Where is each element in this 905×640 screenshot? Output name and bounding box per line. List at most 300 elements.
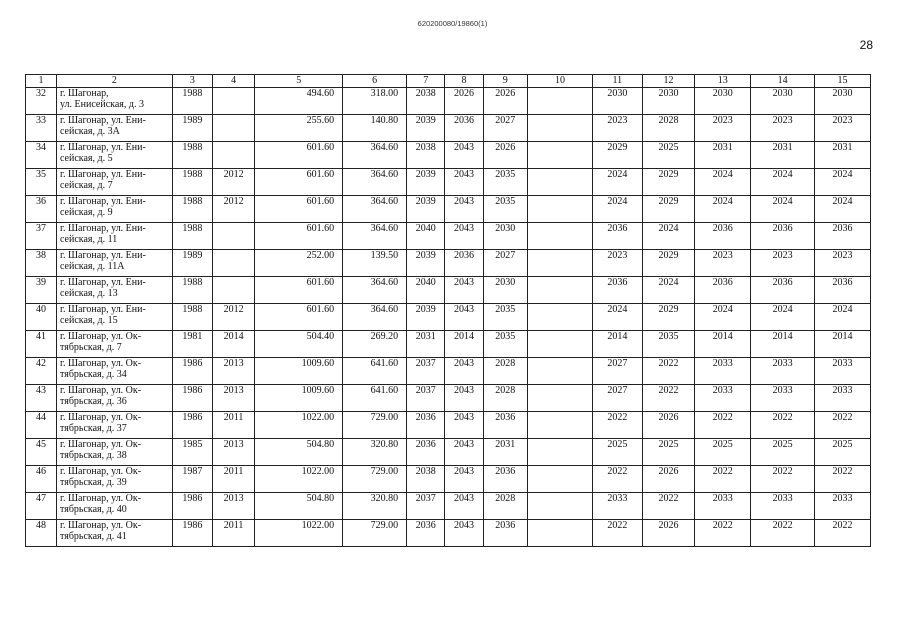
table-row <box>26 385 871 412</box>
column-8-year-cell: 2043 <box>445 358 483 385</box>
column-15-year-cell: 2022 <box>815 520 871 547</box>
address-line-2: тябрьская, д. 7 <box>59 342 122 353</box>
column-7-year-cell: 2038 <box>407 466 445 493</box>
column-header-4: 4 <box>212 75 254 88</box>
column-header-6: 6 <box>343 75 407 88</box>
address-line-2: сейская, д. 11 <box>59 234 118 245</box>
column-14-year-cell: 2022 <box>751 466 815 493</box>
address-cell <box>56 88 172 115</box>
address-cell <box>56 358 172 385</box>
column-4-cell: 2012 <box>212 196 254 223</box>
row-number: 44 <box>26 412 57 439</box>
column-11-year-cell: 2027 <box>593 385 643 412</box>
column-8-year-cell: 2043 <box>445 277 483 304</box>
address-line-2: тябрьская, д. 37 <box>59 423 127 434</box>
column-5-area-cell: 252.00 <box>255 250 343 277</box>
column-13-year-cell: 2036 <box>695 223 751 250</box>
column-9-year-cell: 2035 <box>483 304 527 331</box>
column-header-10: 10 <box>527 75 592 88</box>
address-line-2: тябрьская, д. 36 <box>59 396 127 407</box>
column-6-area-cell: 318.00 <box>343 88 407 115</box>
address-line-2: сейская, д. 13 <box>59 288 118 299</box>
column-11-year-cell: 2036 <box>593 223 643 250</box>
address-line-1: г. Шагонар, ул. Ени- <box>59 169 146 180</box>
column-13-year-cell: 2033 <box>695 358 751 385</box>
table-row <box>26 169 871 196</box>
column-5-area-cell: 504.40 <box>255 331 343 358</box>
column-7-year-cell: 2040 <box>407 223 445 250</box>
column-7-year-cell: 2039 <box>407 250 445 277</box>
column-10-cell <box>527 223 592 250</box>
column-9-year-cell: 2035 <box>483 196 527 223</box>
column-header-12: 12 <box>642 75 695 88</box>
column-14-year-cell: 2024 <box>751 169 815 196</box>
column-7-year-cell: 2040 <box>407 277 445 304</box>
column-15-year-cell: 2023 <box>815 115 871 142</box>
address-cell <box>56 520 172 547</box>
column-11-year-cell: 2024 <box>593 196 643 223</box>
column-13-year-cell: 2022 <box>695 466 751 493</box>
table-row <box>26 439 871 466</box>
column-6-area-cell: 641.60 <box>343 358 407 385</box>
row-number: 35 <box>26 169 57 196</box>
address-cell <box>56 331 172 358</box>
column-4-cell <box>212 277 254 304</box>
column-11-year-cell: 2036 <box>593 277 643 304</box>
column-11-year-cell: 2022 <box>593 466 643 493</box>
row-number: 41 <box>26 331 57 358</box>
column-7-year-cell: 2036 <box>407 520 445 547</box>
column-15-year-cell: 2024 <box>815 169 871 196</box>
column-header-1: 1 <box>26 75 57 88</box>
column-15-year-cell: 2022 <box>815 466 871 493</box>
address-cell <box>56 196 172 223</box>
address-line-1: г. Шагонар, ул. Ени- <box>59 223 146 234</box>
address-line-2: сейская, д. 9 <box>59 207 113 218</box>
address-line-1: г. Шагонар, ул. Ок- <box>59 331 142 342</box>
address-line-2: сейская, д. 5 <box>59 153 113 164</box>
column-5-area-cell: 1022.00 <box>255 412 343 439</box>
column-10-cell <box>527 250 592 277</box>
column-15-year-cell: 2036 <box>815 277 871 304</box>
column-10-cell <box>527 439 592 466</box>
construction-year-cell: 1986 <box>172 385 212 412</box>
column-10-cell <box>527 277 592 304</box>
row-number: 38 <box>26 250 57 277</box>
column-14-year-cell: 2036 <box>751 277 815 304</box>
address-cell <box>56 412 172 439</box>
column-10-cell <box>527 142 592 169</box>
column-12-year-cell: 2035 <box>642 331 695 358</box>
address-line-1: г. Шагонар, ул. Ок- <box>59 493 142 504</box>
row-number: 37 <box>26 223 57 250</box>
address-cell <box>56 277 172 304</box>
table-row <box>26 142 871 169</box>
column-12-year-cell: 2025 <box>642 439 695 466</box>
address-cell <box>56 142 172 169</box>
column-13-year-cell: 2022 <box>695 520 751 547</box>
column-10-cell <box>527 88 592 115</box>
column-15-year-cell: 2030 <box>815 88 871 115</box>
column-6-area-cell: 140.80 <box>343 115 407 142</box>
column-9-year-cell: 2028 <box>483 358 527 385</box>
column-5-area-cell: 601.60 <box>255 142 343 169</box>
column-6-area-cell: 269.20 <box>343 331 407 358</box>
table-row <box>26 196 871 223</box>
column-14-year-cell: 2036 <box>751 223 815 250</box>
column-10-cell <box>527 304 592 331</box>
column-header-2: 2 <box>56 75 172 88</box>
address-line-1: г. Шагонар, ул. Ени- <box>59 196 146 207</box>
column-5-area-cell: 504.80 <box>255 439 343 466</box>
construction-year-cell: 1986 <box>172 412 212 439</box>
column-7-year-cell: 2037 <box>407 358 445 385</box>
column-13-year-cell: 2025 <box>695 439 751 466</box>
address-cell <box>56 223 172 250</box>
column-7-year-cell: 2037 <box>407 493 445 520</box>
column-9-year-cell: 2036 <box>483 520 527 547</box>
column-4-cell: 2012 <box>212 304 254 331</box>
column-11-year-cell: 2025 <box>593 439 643 466</box>
table-row <box>26 466 871 493</box>
column-6-area-cell: 139.50 <box>343 250 407 277</box>
column-6-area-cell: 320.80 <box>343 493 407 520</box>
document-id: 620200080/19860(1) <box>417 19 488 28</box>
table-row <box>26 304 871 331</box>
column-6-area-cell: 364.60 <box>343 142 407 169</box>
address-cell <box>56 304 172 331</box>
column-7-year-cell: 2039 <box>407 169 445 196</box>
column-7-year-cell: 2039 <box>407 304 445 331</box>
column-6-area-cell: 729.00 <box>343 466 407 493</box>
column-12-year-cell: 2028 <box>642 115 695 142</box>
table-row <box>26 88 871 115</box>
column-4-cell: 2013 <box>212 358 254 385</box>
column-11-year-cell: 2014 <box>593 331 643 358</box>
column-7-year-cell: 2038 <box>407 142 445 169</box>
column-14-year-cell: 2022 <box>751 520 815 547</box>
column-5-area-cell: 1009.60 <box>255 385 343 412</box>
column-12-year-cell: 2029 <box>642 169 695 196</box>
construction-year-cell: 1988 <box>172 169 212 196</box>
column-4-cell: 2012 <box>212 169 254 196</box>
address-line-2: тябрьская, д. 39 <box>59 477 127 488</box>
column-5-area-cell: 494.60 <box>255 88 343 115</box>
address-line-2: ул. Енисейская, д. 3 <box>59 99 144 110</box>
column-8-year-cell: 2043 <box>445 223 483 250</box>
column-6-area-cell: 364.60 <box>343 223 407 250</box>
column-4-cell <box>212 88 254 115</box>
column-13-year-cell: 2031 <box>695 142 751 169</box>
column-8-year-cell: 2026 <box>445 88 483 115</box>
address-line-1: г. Шагонар, ул. Ени- <box>59 250 146 261</box>
row-number: 47 <box>26 493 57 520</box>
column-9-year-cell: 2036 <box>483 466 527 493</box>
address-cell <box>56 250 172 277</box>
column-8-year-cell: 2014 <box>445 331 483 358</box>
column-10-cell <box>527 385 592 412</box>
column-5-area-cell: 601.60 <box>255 169 343 196</box>
column-8-year-cell: 2043 <box>445 196 483 223</box>
column-8-year-cell: 2043 <box>445 493 483 520</box>
construction-year-cell: 1987 <box>172 466 212 493</box>
column-15-year-cell: 2031 <box>815 142 871 169</box>
column-15-year-cell: 2036 <box>815 223 871 250</box>
column-6-area-cell: 364.60 <box>343 169 407 196</box>
construction-year-cell: 1988 <box>172 88 212 115</box>
column-10-cell <box>527 493 592 520</box>
column-14-year-cell: 2033 <box>751 358 815 385</box>
address-line-2: сейская, д. 15 <box>59 315 118 326</box>
column-14-year-cell: 2024 <box>751 304 815 331</box>
address-line-2: сейская, д. 11А <box>59 261 125 272</box>
page-number: 28 <box>859 38 873 52</box>
column-12-year-cell: 2024 <box>642 223 695 250</box>
column-8-year-cell: 2043 <box>445 520 483 547</box>
column-9-year-cell: 2036 <box>483 412 527 439</box>
column-header-11: 11 <box>593 75 643 88</box>
column-13-year-cell: 2022 <box>695 412 751 439</box>
column-12-year-cell: 2024 <box>642 277 695 304</box>
construction-year-cell: 1988 <box>172 277 212 304</box>
column-15-year-cell: 2023 <box>815 250 871 277</box>
column-10-cell <box>527 358 592 385</box>
column-6-area-cell: 320.80 <box>343 439 407 466</box>
address-line-2: сейская, д. 7 <box>59 180 113 191</box>
column-12-year-cell: 2022 <box>642 493 695 520</box>
column-14-year-cell: 2033 <box>751 493 815 520</box>
column-15-year-cell: 2033 <box>815 358 871 385</box>
column-9-year-cell: 2028 <box>483 493 527 520</box>
construction-year-cell: 1986 <box>172 520 212 547</box>
column-14-year-cell: 2025 <box>751 439 815 466</box>
address-line-2: тябрьская, д. 34 <box>59 369 127 380</box>
row-number: 43 <box>26 385 57 412</box>
row-number: 39 <box>26 277 57 304</box>
column-9-year-cell: 2035 <box>483 331 527 358</box>
column-4-cell <box>212 142 254 169</box>
column-7-year-cell: 2038 <box>407 88 445 115</box>
column-13-year-cell: 2024 <box>695 196 751 223</box>
row-number: 46 <box>26 466 57 493</box>
row-number: 48 <box>26 520 57 547</box>
column-10-cell <box>527 169 592 196</box>
column-6-area-cell: 729.00 <box>343 520 407 547</box>
column-14-year-cell: 2033 <box>751 385 815 412</box>
column-4-cell: 2013 <box>212 385 254 412</box>
table-row <box>26 520 871 547</box>
column-13-year-cell: 2033 <box>695 493 751 520</box>
column-14-year-cell: 2023 <box>751 115 815 142</box>
column-13-year-cell: 2033 <box>695 385 751 412</box>
table-row <box>26 223 871 250</box>
column-11-year-cell: 2024 <box>593 169 643 196</box>
column-9-year-cell: 2027 <box>483 250 527 277</box>
column-12-year-cell: 2022 <box>642 385 695 412</box>
column-6-area-cell: 364.60 <box>343 277 407 304</box>
column-header-15: 15 <box>815 75 871 88</box>
column-15-year-cell: 2014 <box>815 331 871 358</box>
column-15-year-cell: 2033 <box>815 385 871 412</box>
table-row <box>26 115 871 142</box>
address-cell <box>56 493 172 520</box>
column-header-7: 7 <box>407 75 445 88</box>
construction-year-cell: 1985 <box>172 439 212 466</box>
column-8-year-cell: 2043 <box>445 439 483 466</box>
column-5-area-cell: 601.60 <box>255 304 343 331</box>
column-12-year-cell: 2022 <box>642 358 695 385</box>
column-9-year-cell: 2030 <box>483 277 527 304</box>
column-11-year-cell: 2023 <box>593 115 643 142</box>
address-line-1: г. Шагонар, ул. Ок- <box>59 412 142 423</box>
table-row <box>26 412 871 439</box>
column-9-year-cell: 2026 <box>483 88 527 115</box>
column-5-area-cell: 1022.00 <box>255 466 343 493</box>
column-4-cell: 2011 <box>212 520 254 547</box>
row-number: 32 <box>26 88 57 115</box>
column-13-year-cell: 2036 <box>695 277 751 304</box>
column-12-year-cell: 2025 <box>642 142 695 169</box>
column-15-year-cell: 2033 <box>815 493 871 520</box>
column-9-year-cell: 2027 <box>483 115 527 142</box>
column-5-area-cell: 504.80 <box>255 493 343 520</box>
column-13-year-cell: 2024 <box>695 169 751 196</box>
row-number: 36 <box>26 196 57 223</box>
address-line-1: г. Шагонар, ул. Ени- <box>59 142 146 153</box>
construction-year-cell: 1988 <box>172 223 212 250</box>
column-4-cell: 2014 <box>212 331 254 358</box>
address-line-2: тябрьская, д. 38 <box>59 450 127 461</box>
table-row <box>26 277 871 304</box>
column-13-year-cell: 2023 <box>695 250 751 277</box>
column-12-year-cell: 2026 <box>642 412 695 439</box>
column-6-area-cell: 364.60 <box>343 304 407 331</box>
address-line-2: тябрьская, д. 40 <box>59 504 127 515</box>
column-13-year-cell: 2023 <box>695 115 751 142</box>
column-11-year-cell: 2024 <box>593 304 643 331</box>
address-cell <box>56 385 172 412</box>
column-9-year-cell: 2030 <box>483 223 527 250</box>
address-line-1: г. Шагонар, <box>59 88 109 99</box>
column-8-year-cell: 2043 <box>445 142 483 169</box>
construction-year-cell: 1986 <box>172 493 212 520</box>
column-15-year-cell: 2022 <box>815 412 871 439</box>
column-8-year-cell: 2036 <box>445 115 483 142</box>
column-header-8: 8 <box>445 75 483 88</box>
construction-year-cell: 1986 <box>172 358 212 385</box>
column-header-14: 14 <box>751 75 815 88</box>
row-number: 42 <box>26 358 57 385</box>
column-10-cell <box>527 115 592 142</box>
column-12-year-cell: 2026 <box>642 520 695 547</box>
construction-year-cell: 1988 <box>172 196 212 223</box>
column-5-area-cell: 255.60 <box>255 115 343 142</box>
column-5-area-cell: 601.60 <box>255 223 343 250</box>
table-row <box>26 358 871 385</box>
table-row <box>26 331 871 358</box>
column-9-year-cell: 2026 <box>483 142 527 169</box>
column-header-9: 9 <box>483 75 527 88</box>
column-8-year-cell: 2043 <box>445 169 483 196</box>
column-10-cell <box>527 466 592 493</box>
address-line-1: г. Шагонар, ул. Ок- <box>59 520 142 531</box>
column-11-year-cell: 2030 <box>593 88 643 115</box>
column-10-cell <box>527 412 592 439</box>
column-12-year-cell: 2029 <box>642 304 695 331</box>
column-8-year-cell: 2043 <box>445 412 483 439</box>
column-10-cell <box>527 196 592 223</box>
column-11-year-cell: 2029 <box>593 142 643 169</box>
row-number: 33 <box>26 115 57 142</box>
column-8-year-cell: 2043 <box>445 304 483 331</box>
column-6-area-cell: 364.60 <box>343 196 407 223</box>
column-11-year-cell: 2022 <box>593 520 643 547</box>
housing-table <box>25 74 871 547</box>
row-number: 45 <box>26 439 57 466</box>
column-header-5: 5 <box>255 75 343 88</box>
address-line-1: г. Шагонар, ул. Ени- <box>59 277 146 288</box>
column-8-year-cell: 2043 <box>445 385 483 412</box>
column-14-year-cell: 2031 <box>751 142 815 169</box>
address-line-2: сейская, д. 3А <box>59 126 120 137</box>
column-14-year-cell: 2024 <box>751 196 815 223</box>
address-cell <box>56 115 172 142</box>
column-13-year-cell: 2030 <box>695 88 751 115</box>
column-11-year-cell: 2022 <box>593 412 643 439</box>
column-15-year-cell: 2024 <box>815 304 871 331</box>
column-7-year-cell: 2037 <box>407 385 445 412</box>
row-number: 34 <box>26 142 57 169</box>
column-4-cell <box>212 250 254 277</box>
column-10-cell <box>527 331 592 358</box>
column-11-year-cell: 2033 <box>593 493 643 520</box>
column-12-year-cell: 2030 <box>642 88 695 115</box>
column-13-year-cell: 2024 <box>695 304 751 331</box>
table-row <box>26 250 871 277</box>
column-15-year-cell: 2025 <box>815 439 871 466</box>
column-7-year-cell: 2039 <box>407 115 445 142</box>
address-line-1: г. Шагонар, ул. Ок- <box>59 385 142 396</box>
construction-year-cell: 1988 <box>172 304 212 331</box>
column-9-year-cell: 2031 <box>483 439 527 466</box>
address-line-1: г. Шагонар, ул. Ок- <box>59 439 142 450</box>
column-7-year-cell: 2036 <box>407 412 445 439</box>
construction-year-cell: 1981 <box>172 331 212 358</box>
column-6-area-cell: 641.60 <box>343 385 407 412</box>
column-6-area-cell: 729.00 <box>343 412 407 439</box>
address-line-1: г. Шагонар, ул. Ок- <box>59 466 142 477</box>
column-5-area-cell: 601.60 <box>255 277 343 304</box>
header-row <box>26 75 871 88</box>
column-4-cell <box>212 223 254 250</box>
column-5-area-cell: 1022.00 <box>255 520 343 547</box>
construction-year-cell: 1989 <box>172 115 212 142</box>
table-body <box>26 88 871 547</box>
column-11-year-cell: 2027 <box>593 358 643 385</box>
column-7-year-cell: 2036 <box>407 439 445 466</box>
row-number: 40 <box>26 304 57 331</box>
address-line-2: тябрьская, д. 41 <box>59 531 127 542</box>
column-12-year-cell: 2029 <box>642 250 695 277</box>
column-4-cell: 2013 <box>212 439 254 466</box>
column-4-cell: 2011 <box>212 466 254 493</box>
column-5-area-cell: 1009.60 <box>255 358 343 385</box>
column-4-cell: 2011 <box>212 412 254 439</box>
address-line-1: г. Шагонар, ул. Ок- <box>59 358 142 369</box>
column-header-13: 13 <box>695 75 751 88</box>
address-cell <box>56 466 172 493</box>
column-8-year-cell: 2043 <box>445 466 483 493</box>
